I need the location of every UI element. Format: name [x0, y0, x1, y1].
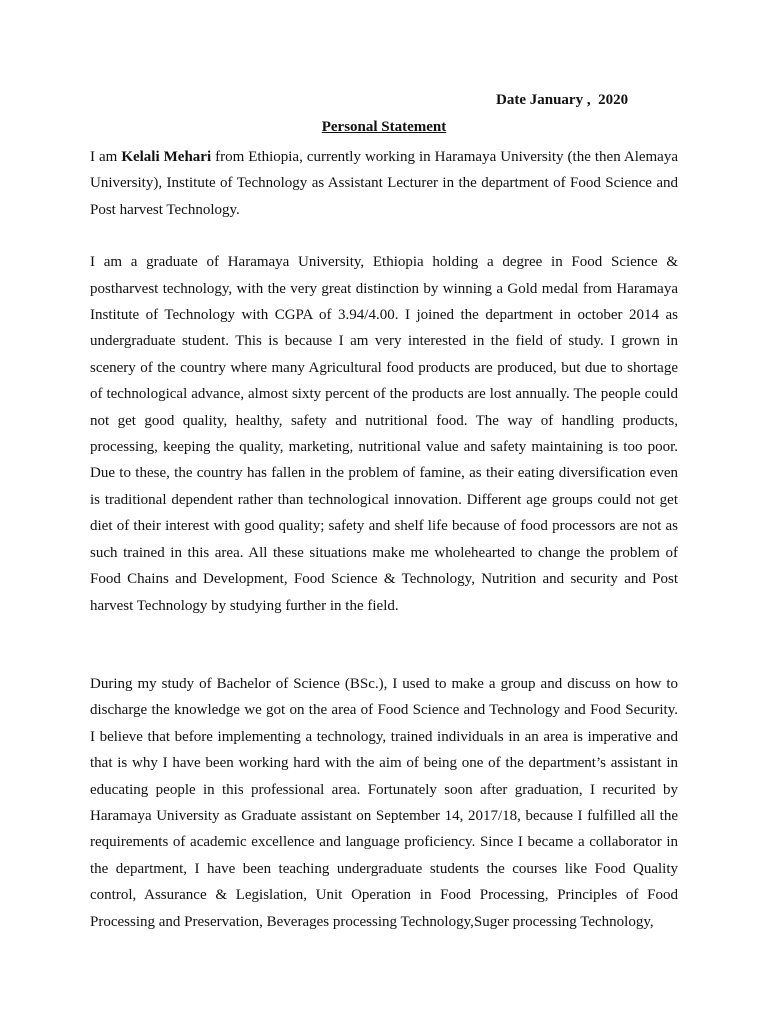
paragraph-intro [90, 144, 678, 223]
author-name: Kelali Mehari [121, 149, 212, 165]
document-body [90, 144, 678, 935]
document-title: Personal Statement [321, 119, 447, 135]
paragraph-spacer [90, 619, 678, 671]
document-date: Date January , 2020 [496, 92, 629, 108]
paragraph-experience: During my study of Bachelor of Science (BSc.), I used to make a group and discuss on how to discharge the knowledge we got on the area of Food Science and Technology and Food Security. I believe that before implementing a technology, trained individuals in an area is imperative and that is why I have been working hard with the aim of being one of the department’s assistant in educating people in this professional area. Fortunately soon after graduation, I recurited by Haramaya University as Graduate assistant on September 14, 2017/18, because I fulfilled all the requirements of academic excellence and language proficiency. Since I became a collaborator in the department, I have been teaching undergraduate students the courses like Food Quality control, Assurance & Legislation, Unit Operation in Food Processing, Principles of Food Processing and Preservation, Beverages processing Technology,Suger processing Technology, [90, 675, 678, 930]
paragraph-background: I am a graduate of Haramaya University, Ethiopia holding a degree in Food Science & postharvest technology, with the very great distinction by winning a Gold medal from Haramaya Institute of Technology with CGPA of 3.94/4.00. I joined the department in october 2014 as undergraduate student. This is because I am very interested in the field of study. I grown in scenery of the country where many Agricultural food products are produced, but due to shortage of technological advance, almost sixty percent of the products are lost annually. The people could not get good quality, healthy, safety and nutritional food. The way of handling products, processing, keeping the quality, marketing, nutritional value and safety maintaining is too poor. Due to these, the country has fallen in the problem of famine, as their eating diversification even is traditional dependent rather than technological innovation. Different age groups could not get diet of their interest with good quality; safety and shelf life because of food processors are not as such trained in this area. All these situations make me wholehearted to change the problem of Food Chains and Development, Food Science & Technology, Nutrition and security and Post harvest Technology by studying further in the field. [90, 254, 678, 614]
intro-lead: I am [90, 149, 122, 165]
intro-rest: from Ethiopia, currently working in Haramaya University (the then Alemaya University), Institute of Technology as Assistant Lecturer in the department of Food Science and Post harvest Technology. [90, 149, 678, 218]
paragraph-spacer [90, 223, 678, 249]
